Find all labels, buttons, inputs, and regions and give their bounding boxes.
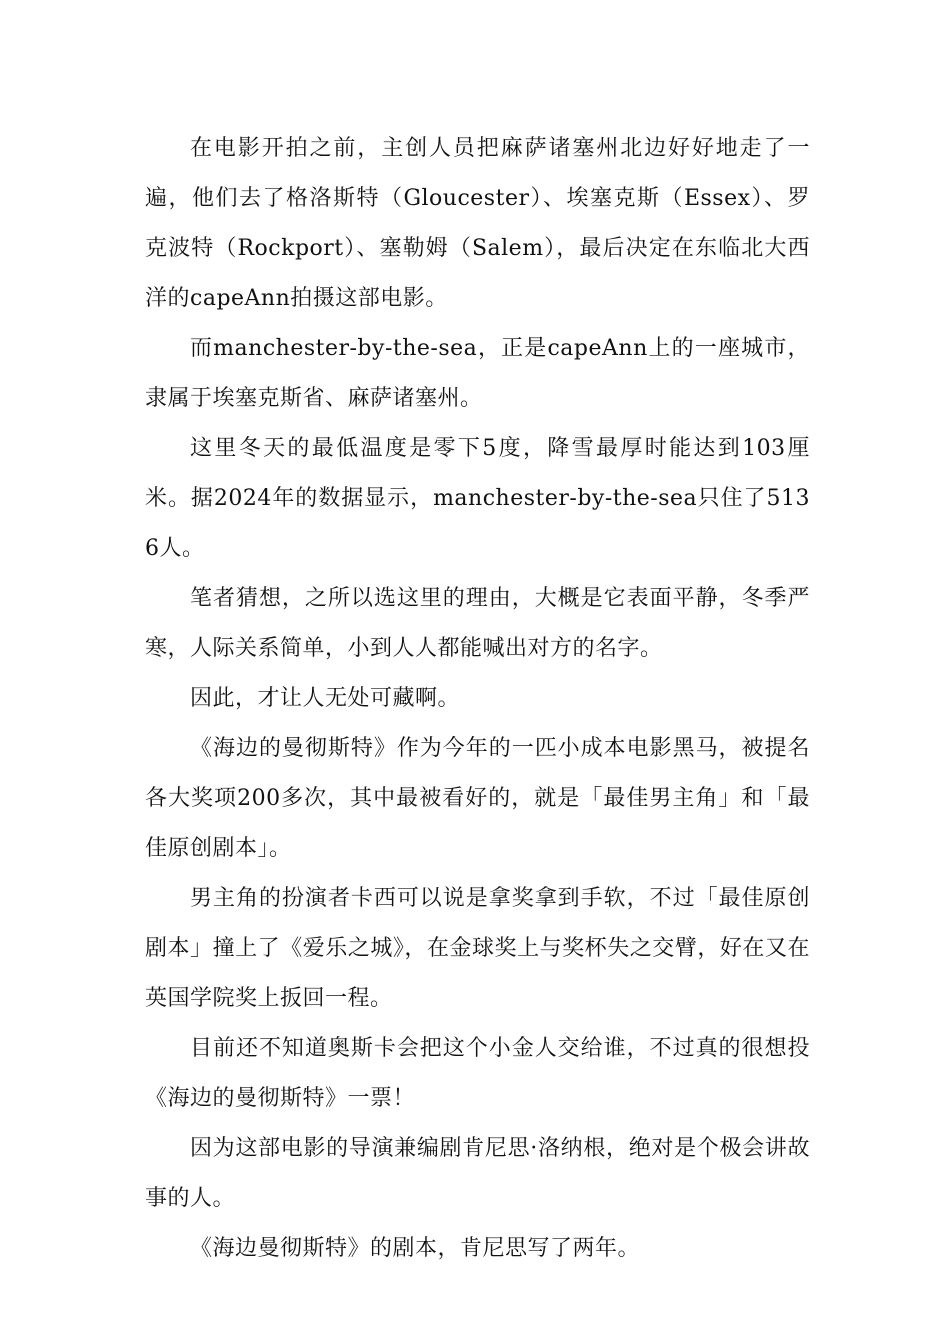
paragraph-2: 而manchester-by-the-sea，正是capeAnn上的一座城市，隶属于埃塞克斯省、麻萨诸塞州。 <box>145 336 810 411</box>
paragraph-7: 男主角的扮演者卡西可以说是拿奖拿到手软，不过「最佳原创剧本」撞上了《爱乐之城》，在金球奖上与奖杯失之交臂，好在又在英国学院奖上扳回一程。 <box>145 886 810 1011</box>
paragraph-3: 这里冬天的最低温度是零下5度，降雪最厚时能达到103厘米。据2024年的数据显示，manchester-by-the-sea只住了5136人。 <box>145 436 810 561</box>
paragraph-1: 在电影开拍之前，主创人员把麻萨诸塞州北边好好地走了一遍，他们去了格洛斯特（Gloucester）、埃塞克斯（Essex）、罗克波特（Rockport）、塞勒姆（Salem），最后决定在东临北大西洋的capeAnn拍摄这部电影。 <box>145 136 810 311</box>
paragraph-9: 因为这部电影的导演兼编剧肯尼思·洛纳根，绝对是个极会讲故事的人。 <box>145 1136 810 1211</box>
paragraph-5: 因此，才让人无处可藏啊。 <box>190 686 461 711</box>
document-page <box>145 124 810 1274</box>
paragraph-4: 笔者猜想，之所以选这里的理由，大概是它表面平静，冬季严寒，人际关系简单，小到人人都能喊出对方的名字。 <box>145 586 810 661</box>
paragraph-8: 目前还不知道奥斯卡会把这个小金人交给谁，不过真的很想投《海边的曼彻斯特》一票！ <box>145 1036 810 1111</box>
paragraph-10: 《海边曼彻斯特》的剧本，肯尼思写了两年。 <box>190 1236 641 1261</box>
paragraph-6: 《海边的曼彻斯特》作为今年的一匹小成本电影黑马，被提名各大奖项200多次，其中最被看好的，就是「最佳男主角」和「最佳原创剧本」。 <box>145 736 810 861</box>
